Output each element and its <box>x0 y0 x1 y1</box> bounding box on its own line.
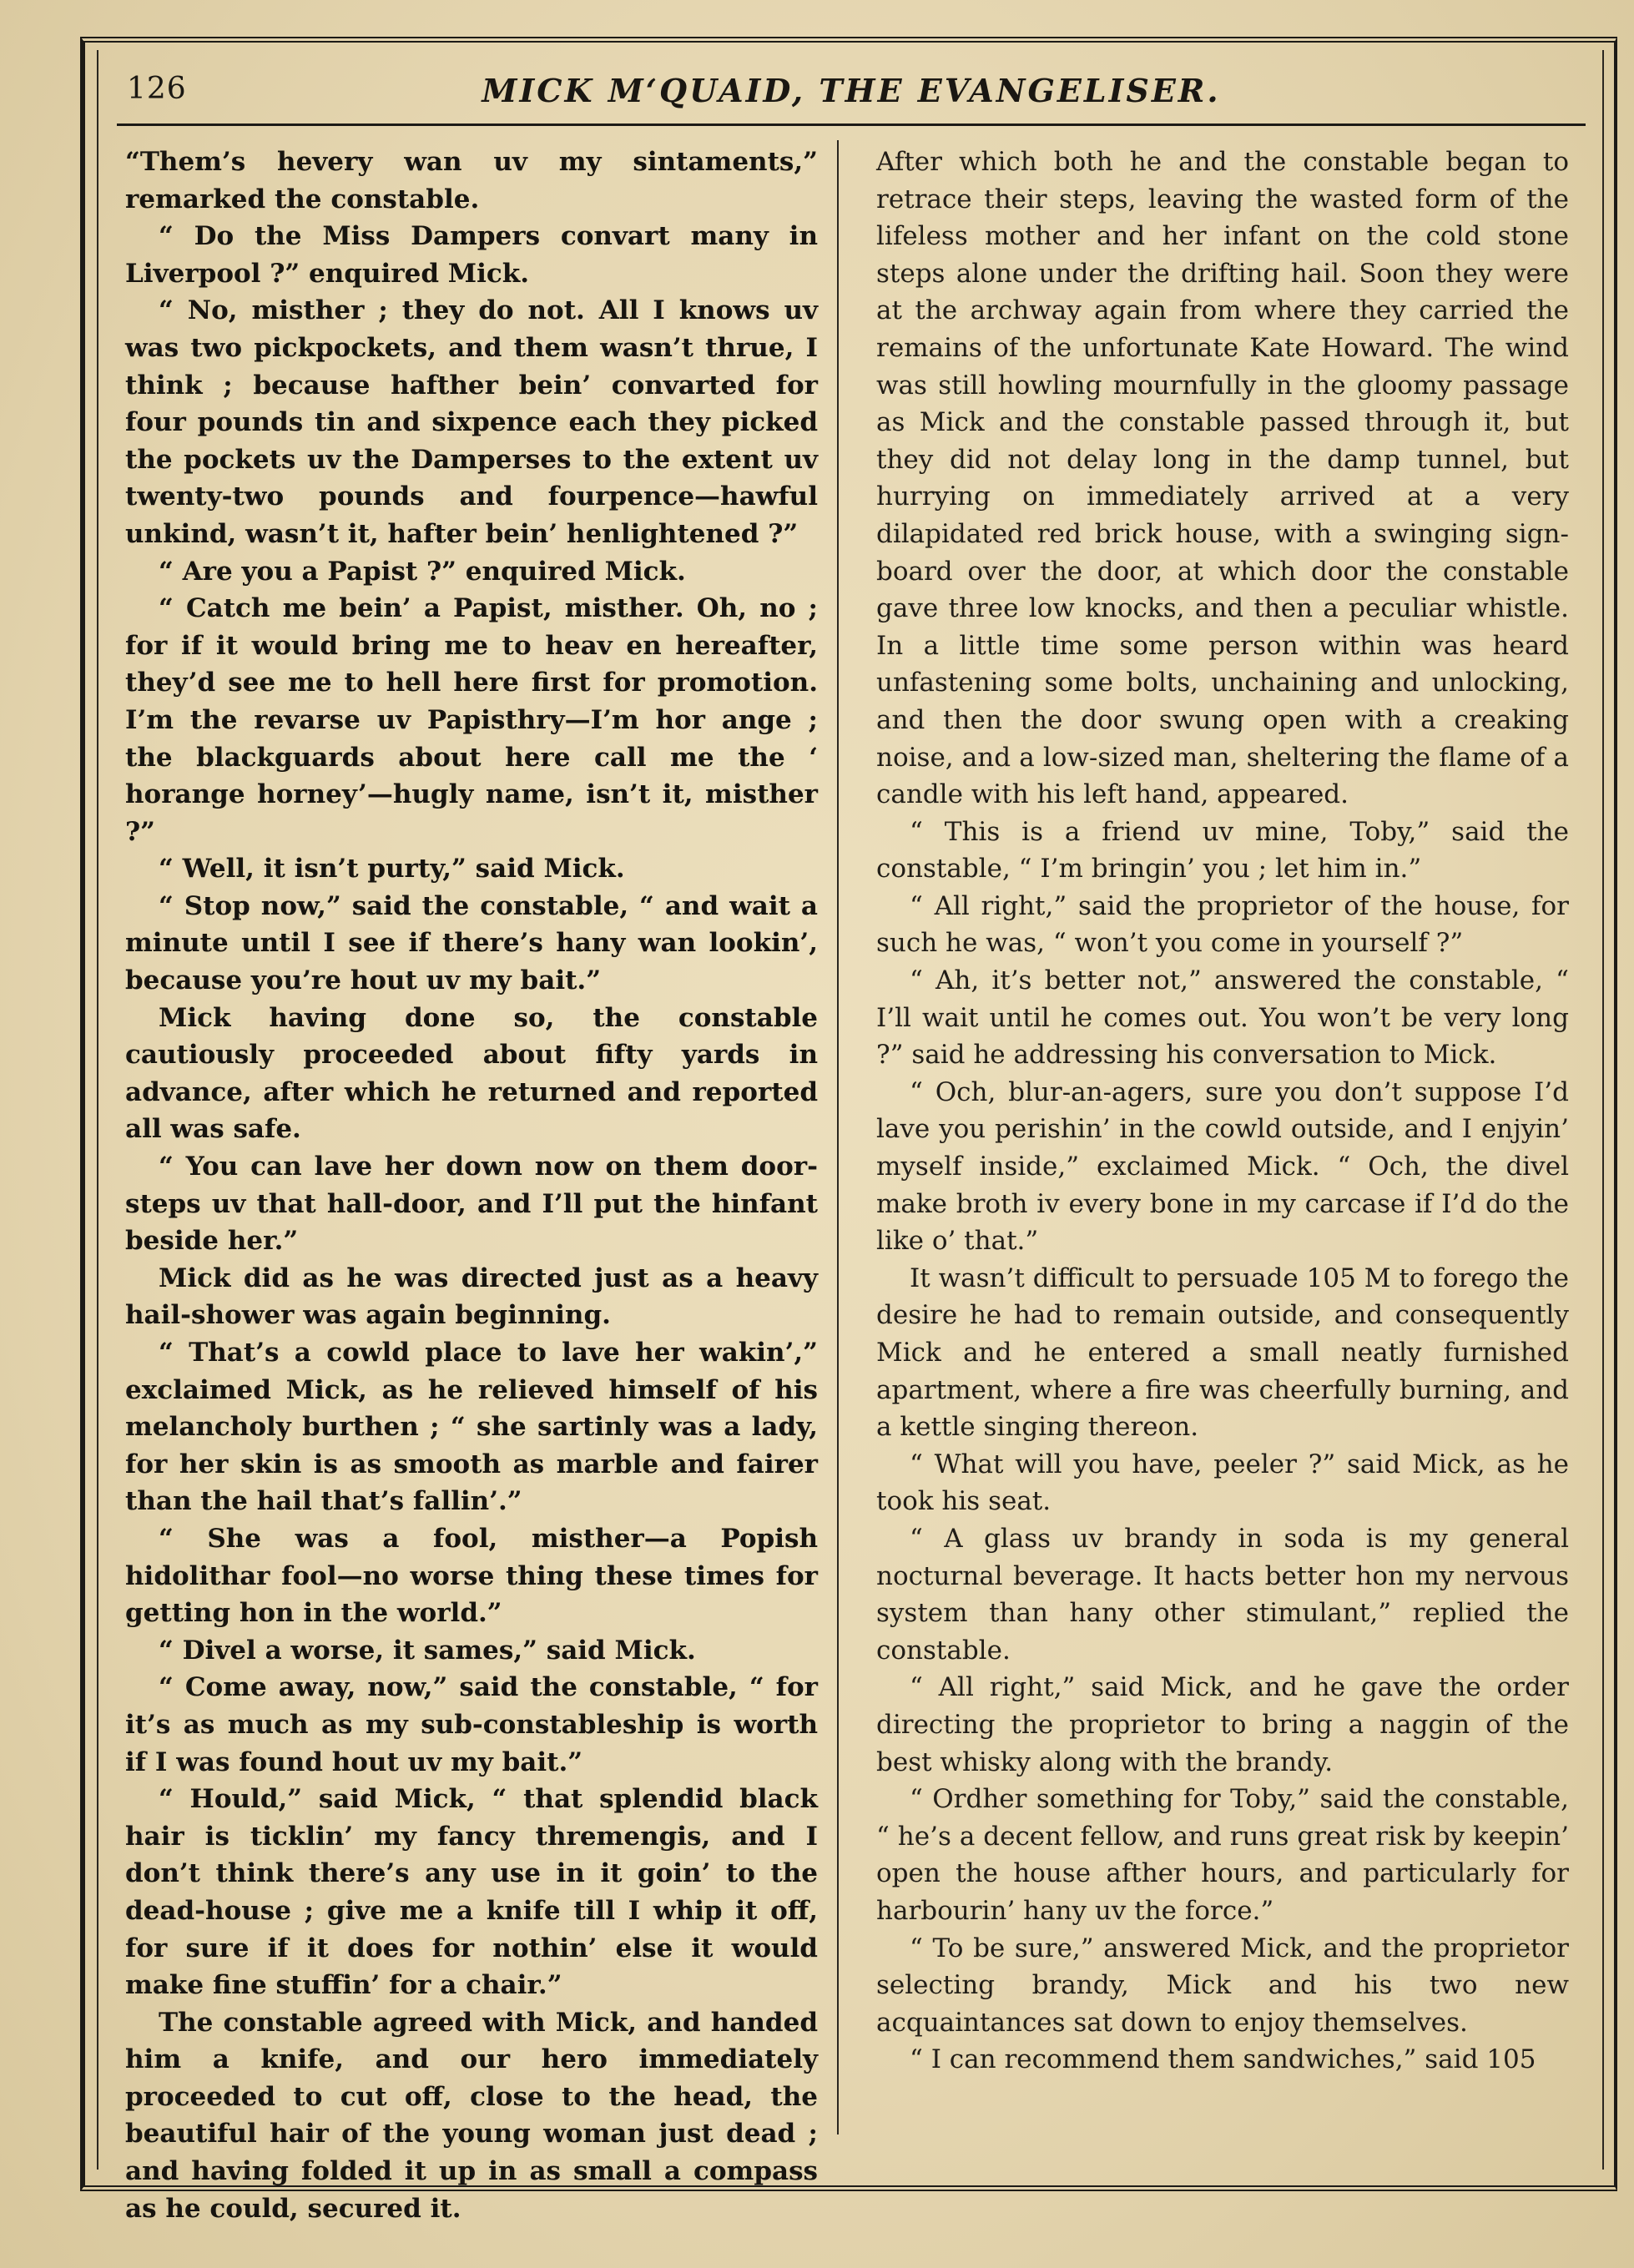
paragraph: “ That’s a cowld place to lave her wakin’,” exclaimed Mick, as he relieved himself of his melancholy burthen ; “ she sartinly was a lady, for her skin is as smooth as marble and fairer than the hail that’s fallin’.” <box>125 1338 818 1517</box>
paragraph: “ All right,” said Mick, and he gave the order directing the proprietor to bring a naggin of the best whisky along with the brandy. <box>876 1672 1569 1777</box>
paragraph: “ No, misther ; they do not. All I knows uv was two pickpockets, and them wasn’t thrue, I think ; because hafther bein’ convarted for four pounds tin and sixpence each they picked the pockets uv the Damperses to the extent uv twenty-two pounds and fourpence—hawful unkind, wasn’t it, hafter bein’ henlightened ?” <box>125 295 818 549</box>
paragraph: It wasn’t difficult to persuade 105 M to forego the desire he had to remain outside, and consequently Mick and he entered a small neatly furnished apartment, where a fire was cheerfully burning, and a kettle singing thereon. <box>876 1263 1569 1443</box>
paragraph: “ Well, it isn’t purty,” said Mick. <box>159 854 625 885</box>
paragraph: “ You can lave her down now on them door-steps uv that hall-door, and I’ll put the hinfant beside her.” <box>125 1152 818 1257</box>
paragraph: “ Do the Miss Dampers convart many in Liverpool ?” enquired Mick. <box>125 221 818 289</box>
paragraph: “ Stop now,” said the constable, “ and wait a minute until I see if there’s hany wan lookin’, because you’re hout uv my bait.” <box>125 890 818 996</box>
paragraph: “ All right,” said the proprietor of the house, for such he was, “ won’t you come in yourself ?” <box>876 890 1569 959</box>
left-column <box>125 144 818 2224</box>
paragraph: “ This is a friend uv mine, Toby,” said the constable, “ I’m bringin’ you ; let him in.” <box>876 816 1569 885</box>
paragraph: “ Come away, now,” said the constable, “ for it’s as much as my sub-constableship is worth if I was found hout uv my bait.” <box>125 1672 818 1777</box>
page-header <box>117 62 1586 126</box>
right-column <box>876 144 1569 2138</box>
paragraph: “ A glass uv brandy in soda is my general nocturnal beverage. It hacts better hon my nervous system than hany other stimulant,” replied the constable. <box>876 1523 1569 1666</box>
paragraph: “ What will you have, peeler ?” said Mick, as he took his seat. <box>876 1449 1569 1517</box>
column-divider <box>837 140 839 2134</box>
paragraph: “ To be sure,” answered Mick, and the proprietor selecting brandy, Mick and his two new acquaintances sat down to enjoy themselves. <box>876 1933 1569 2038</box>
running-title: MICK M‘QUAID, THE EVANGELISER. <box>482 72 1221 109</box>
paragraph: “ Och, blur-an-agers, sure you don’t suppose I’d lave you perishin’ in the cowld outside, and I enjyin’ myself inside,” exclaimed Mick. “ Och, the divel make broth iv every bone in my carcase if I’d do the like o’ that.” <box>876 1076 1569 1257</box>
paragraph: “ Are you a Papist ?” enquired Mick. <box>159 556 686 587</box>
paragraph: Mick did as he was directed just as a heavy hail-shower was again beginning. <box>125 1263 818 1331</box>
paragraph: The constable agreed with Mick, and handed him a knife, and our hero immediately proceeded to cut off, close to the head, the beautiful hair of the young woman just dead ; and having folded it up in as small a compass as he could, secured it. <box>125 2007 818 2224</box>
paragraph: “ Catch me bein’ a Papist, misther. Oh, no ; for if it would bring me to heav en hereafter, they’d see me to hell here first for promotion. I’m the revarse uv Papisthry—I’m hor ange ; the blackguards about here call me the ‘ horange horney’—hugly name, isn’t it, misther ?” <box>125 593 818 847</box>
paragraph: “ Ah, it’s better not,” answered the constable, “ I’ll wait until he comes out. You won’t be very long ?” said he addressing his conversation to Mick. <box>876 965 1569 1071</box>
paragraph: After which both he and the constable began to retrace their steps, leaving the wasted form of the lifeless mother and her infant on the cold stone steps alone under the drifting hail. Soon they were at the archway again from where they carried the remains of the unfortunate Kate Howard. The wind was still howling mournfully in the gloomy passage as Mick and the constable passed through it, but they did not delay long in the damp tunnel, but hurrying on immediately arrived at a very dilapidated red brick house, with a swinging sign-board over the door, at which door the constable gave three low knocks, and then a peculiar whistle. In a little time some person within was heard unfastening some bolts, unchaining and unlocking, and then the door swung open with a creaking noise, and a low-sized man, sheltering the flame of a candle with his left hand, appeared. <box>876 147 1569 810</box>
paragraph: “ She was a fool, misther—a Popish hidolithar fool—no worse thing these times for getting hon in the world.” <box>125 1523 818 1629</box>
paragraph: Mick having done so, the constable cautiously proceeded about fifty yards in advance, after which he returned and reported all was safe. <box>125 1002 818 1145</box>
paragraph: “ I can recommend them sandwiches,” said 105 <box>910 2044 1536 2075</box>
page-number: 126 <box>127 72 187 106</box>
paragraph: “ Hould,” said Mick, “ that splendid black hair is ticklin’ my fancy thremengis, and I don’t think there’s any use in it goin’ to the dead-house ; give me a knife till I whip it off, for sure if it does for nothin’ else it would make fine stuffin’ for a chair.” <box>125 1784 818 2001</box>
paragraph: “ Ordher something for Toby,” said the constable, “ he’s a decent fellow, and runs great risk by keepin’ open the house afther hours, and particularly for harbourin’ hany uv the force.” <box>876 1784 1569 1926</box>
paragraph: “ Divel a worse, it sames,” said Mick. <box>159 1635 696 1666</box>
paragraph: “Them’s hevery wan uv my sintaments,” remarked the constable. <box>125 147 818 214</box>
